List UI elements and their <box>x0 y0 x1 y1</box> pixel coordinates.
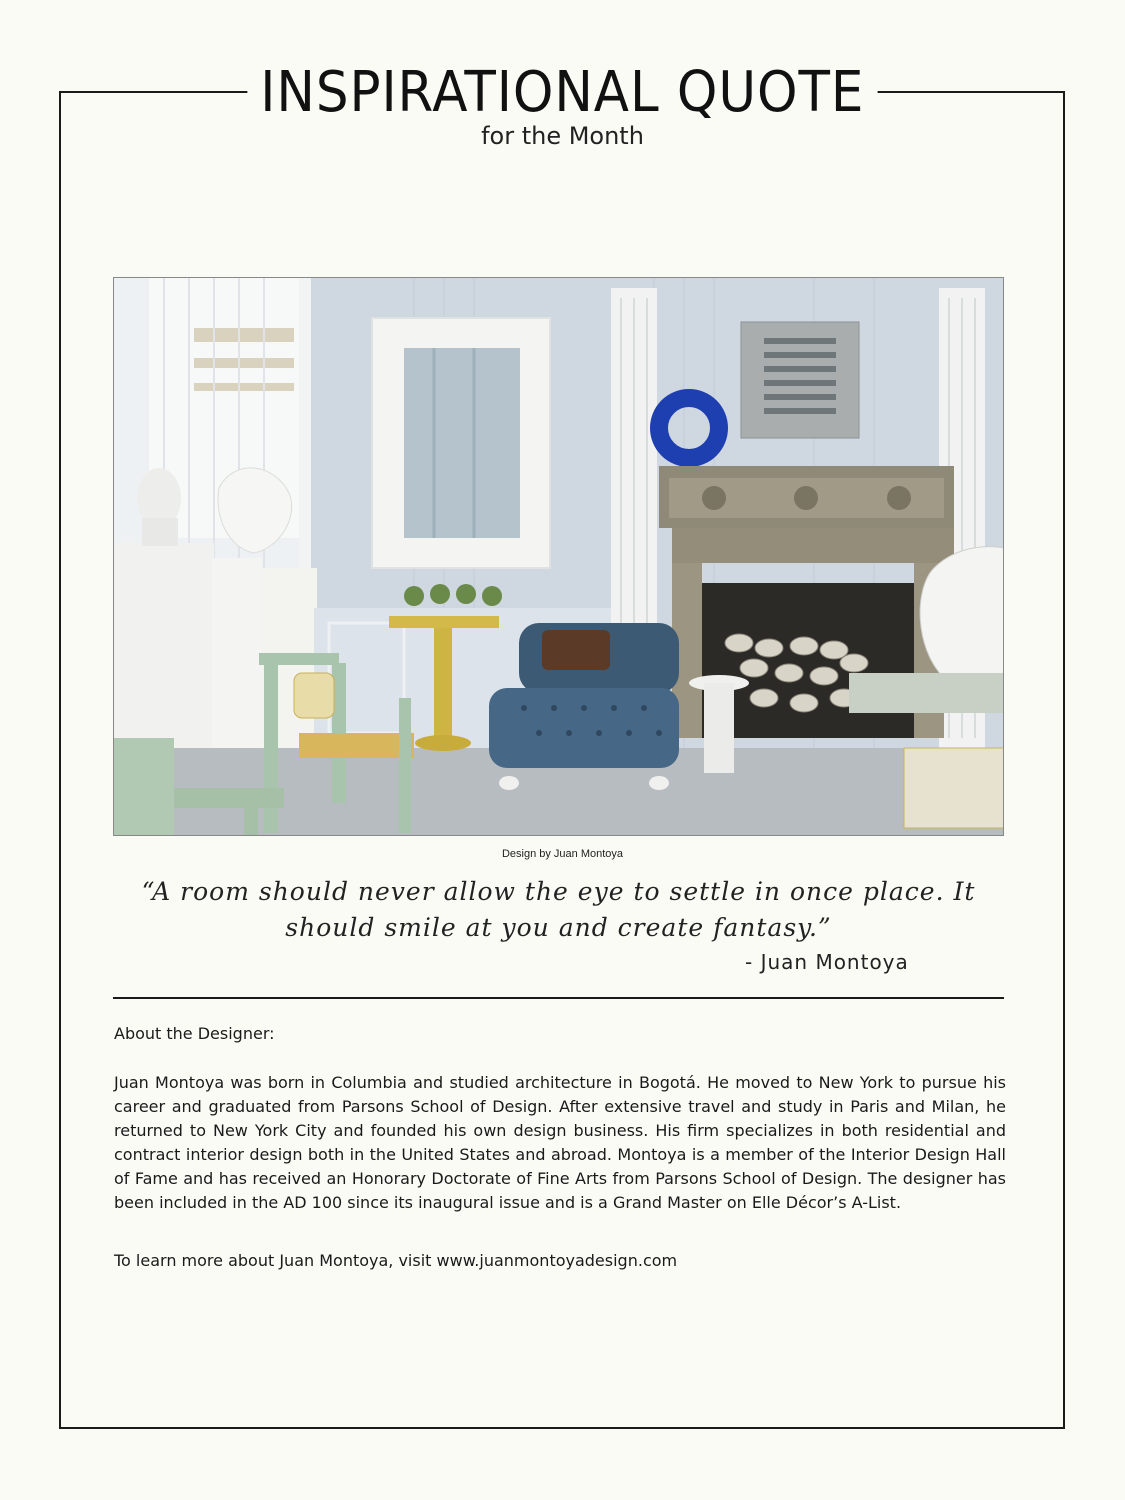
interior-photo <box>113 277 1004 836</box>
quote-attribution: - Juan Montoya <box>745 950 909 974</box>
quote-text: “A room should never allow the eye to settle in once place. It should smile at you and create fantasy.” <box>141 877 976 942</box>
about-body: Juan Montoya was born in Columbia and studied architecture in Bogotá. He moved to New York to pursue his career and graduated from Parsons School of Design. After extensive travel and study in Paris and Milan, he returned to New York City and founded his own design business. His firm specializes in both residential and contract interior design both in the United States and abroad. Montoya is a member of the Interior Design Hall of Fame and has received an Honorary Doctorate of Fine Arts from Parsons School of Design. The designer has been included in the AD 100 since its inaugural issue and is a Grand Master on Elle Décor’s A-List. <box>114 1073 1006 1212</box>
page-title: INSPIRATIONAL QUOTE <box>248 60 878 126</box>
learn-more-text: To learn more about Juan Montoya, visit www.juanmontoyadesign.com <box>114 1251 678 1270</box>
title-wrap <box>0 60 1125 126</box>
photo-caption: Design by Juan Montoya <box>501 848 624 860</box>
page-subtitle: for the Month <box>481 122 644 150</box>
divider <box>113 997 1004 999</box>
about-heading: About the Designer: <box>114 1024 275 1043</box>
interior-illustration <box>114 278 1004 836</box>
